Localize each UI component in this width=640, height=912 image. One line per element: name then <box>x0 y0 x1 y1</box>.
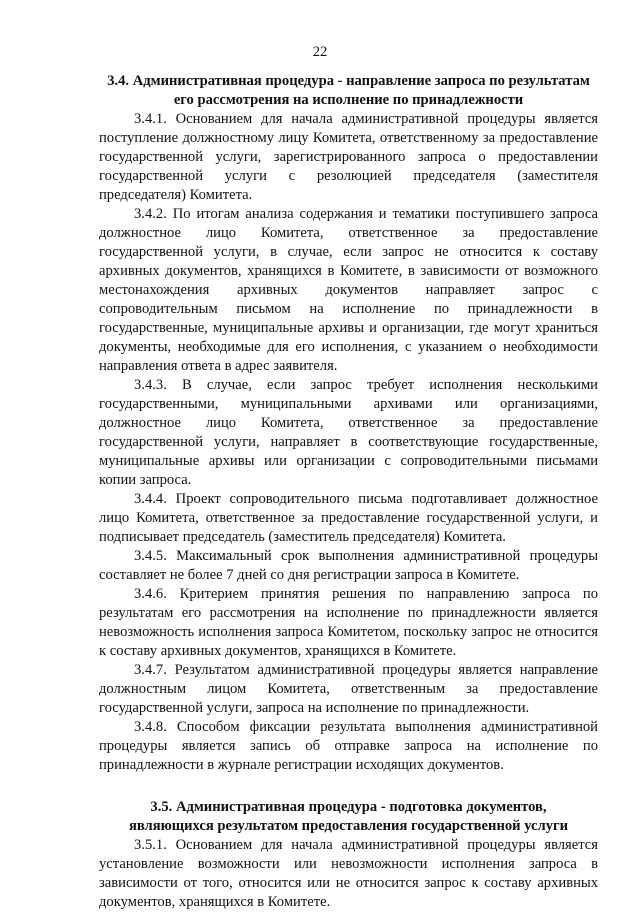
section-heading-line-1: 3.4. Административная процедура - направление запроса по результатам <box>107 73 590 89</box>
paragraph-3-4-7: 3.4.7. Результатом административной процедуры является направление должностным лицом Комитета, ответственным за предоставление государственной услуги, запроса на исполнение по принадлежности. <box>99 662 598 716</box>
paragraph-3-4-3: 3.4.3. В случае, если запрос требует исполнения несколькими государственными, муниципальными архивами или организациями, должностное лицо Комитета, ответственное за предоставление государственной услуги, направляет в соответствующие государственные, муниципальные архивы или организации с сопроводительными письмами копии запроса. <box>99 377 598 488</box>
paragraph-3-4-5: 3.4.5. Максимальный срок выполнения административной процедуры составляет не более 7 дней со дня регистрации запроса в Комитете. <box>99 548 598 583</box>
section-heading-line-2: его рассмотрения на исполнение по принадлежности <box>173 92 524 108</box>
section-heading-line-1: 3.5. Административная процедура - подготовка документов, <box>150 799 547 815</box>
section-3-5 <box>99 798 598 912</box>
paragraph-3-5-1: 3.5.1. Основанием для начала административной процедуры является установление возможности или невозможности исполнения запроса в зависимости от того, относится или не относится запрос к составу архивных документов, хранящихся в Комитете. <box>99 837 598 910</box>
paragraph-3-4-6: 3.4.6. Критерием принятия решения по направлению запроса по результатам его рассмотрения на исполнение по принадлежности является невозможность исполнения запроса Комитетом, поскольку запрос не относится к составу архивных документов, хранящихся в Комитете. <box>99 586 598 659</box>
paragraph-3-4-4: 3.4.4. Проект сопроводительного письма подготавливает должностное лицо Комитета, ответственное за предоставление государственной услуги, и подписывает председатель (заместитель председателя) Комитета. <box>99 491 598 545</box>
section-heading-line-2: являющихся результатом предоставления государственной услуги <box>128 818 569 834</box>
section-3-4 <box>99 72 598 775</box>
page-content <box>99 72 598 912</box>
paragraph-3-4-2: 3.4.2. По итогам анализа содержания и тематики поступившего запроса должностное лицо Комитета, ответственное за предоставление государственной услуги, в случае, если запрос не относится к составу архивных документов, хранящихся в Комитете, в зависимости от возможного местонахождения архивных документов направляет запрос с сопроводительным письмом на исполнение по принадлежности в государственные, муниципальные архивы и организации, где могут храниться документы, необходимые для его исполнения, с указанием о необходимости направления ответа в адрес заявителя. <box>99 206 598 374</box>
paragraph-3-4-8: 3.4.8. Способом фиксации результата выполнения административной процедуры является запись об отправке запроса на исполнение по принадлежности в журнале регистрации исходящих документов. <box>99 719 598 773</box>
section-spacer <box>99 775 598 798</box>
paragraph-3-4-1: 3.4.1. Основанием для начала административной процедуры является поступление должностному лицу Комитета, ответственному за предоставление государственной услуги, зарегистрированного запроса о предоставлении государственной услуги с резолюцией председателя (заместителя председателя) Комитета. <box>99 111 598 203</box>
page-number: 22 <box>312 44 328 60</box>
